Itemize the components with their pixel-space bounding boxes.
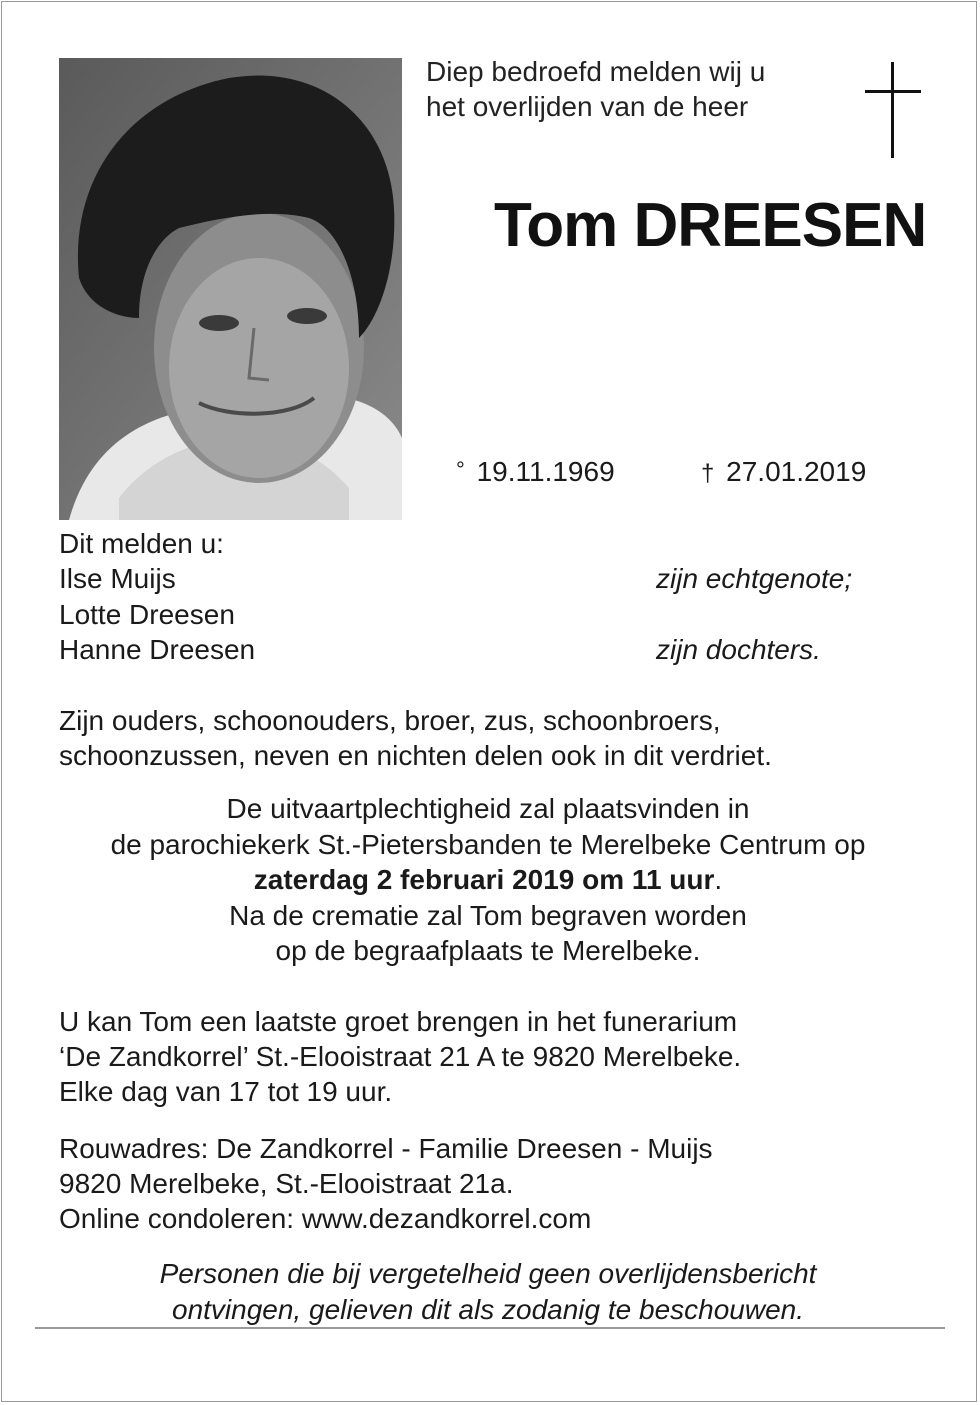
note-line: ontvingen, gelieven dit als zodanig te beschouwen. [172,1293,804,1325]
funeral-date: zaterdag 2 februari 2019 om 11 uur [253,864,715,895]
funeral-line: Na de crematie zal Tom begraven worden [229,899,747,931]
funeral-line: de parochiekerk St.-Pietersbanden te Merelbeke Centrum op [110,828,866,860]
family-member-relation: zijn dochters. [656,634,821,665]
family-heading: Dit melden u: [59,528,224,559]
intro-text [426,54,765,124]
funeral-details [0,791,976,969]
family-member-name: Hanne Dreesen [59,634,256,665]
intro-line: het overlijden van de heer [426,91,749,122]
birth-symbol: ° [456,457,465,482]
deceased-name: Tom DREESEN [494,191,927,260]
portrait-photo [59,58,402,520]
intro-line: Diep bedroefd melden wij u [426,56,766,87]
relatives-line: schoonzussen, neven en nichten delen ook in dit verdriet. [59,740,772,771]
cross-icon [862,62,924,158]
funeral-date-line [0,862,976,898]
funeral-date-suffix: . [714,864,723,895]
family-member-name: Lotte Dreesen [59,599,235,630]
address-line: 9820 Merelbeke, St.-Elooistraat 21a. [59,1168,514,1199]
condolence-link[interactable]: Online condoleren: www.dezandkorrel.com [59,1203,592,1234]
relatives-line: Zijn ouders, schoonouders, broer, zus, schoonbroers, [59,705,721,736]
funeral-line: De uitvaartplechtigheid zal plaatsvinden in [226,793,750,824]
birth-date-value: 19.11.1969 [476,456,615,487]
death-date [701,456,866,488]
family-member-relation: zijn echtgenote; [656,563,853,594]
death-date-value: 27.01.2019 [726,456,867,487]
visit-line: ‘De Zandkorrel’ St.-Elooistraat 21 A te 9820 Merelbeke. [59,1041,742,1072]
death-symbol: † [701,460,715,487]
visit-line: U kan Tom een laatste groet brengen in het funerarium [59,1006,738,1037]
family-member-name: Ilse Muijs [59,563,176,594]
portrait-image [59,58,402,520]
note-line: Personen die bij vergetelheid geen overlijdensbericht [159,1258,817,1289]
birth-date [456,456,615,488]
funeral-line: op de begraafplaats te Merelbeke. [275,935,701,966]
disclaimer-note [0,1256,976,1327]
address-line: Rouwadres: De Zandkorrel - Familie Dreesen - Muijs [59,1133,713,1164]
bottom-divider [35,1327,945,1329]
visit-line: Elke dag van 17 tot 19 uur. [59,1076,393,1107]
